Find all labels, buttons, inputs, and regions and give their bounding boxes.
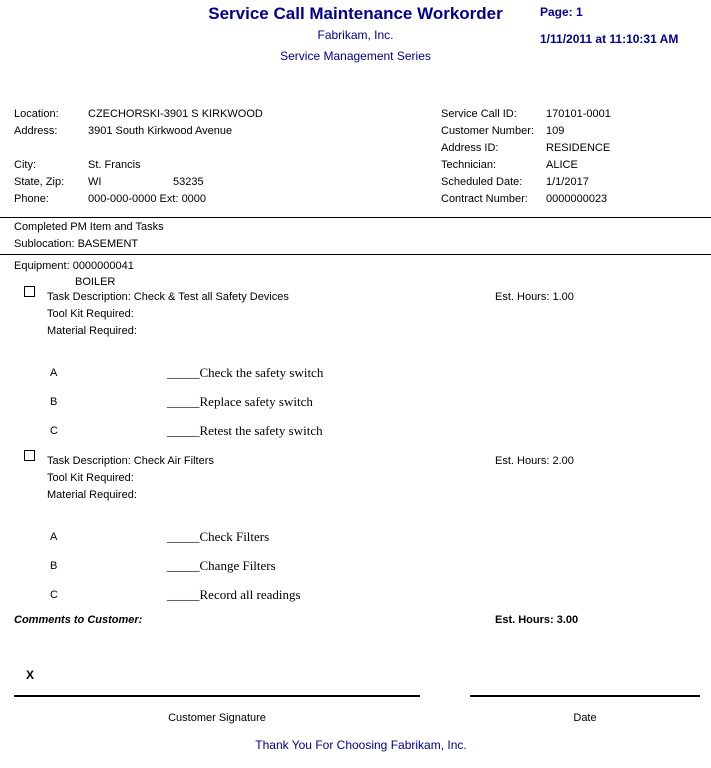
step-letter: B <box>50 396 58 408</box>
phone-row <box>14 193 434 207</box>
task-item <box>0 450 711 614</box>
technician-label: Technician: <box>441 159 497 171</box>
task-step <box>0 529 711 547</box>
step-text: _____Retest the safety switch <box>167 423 323 438</box>
technician-value: ALICE <box>546 159 578 171</box>
step-letter: A <box>50 367 58 379</box>
customer-number-row <box>441 125 711 139</box>
tool-kit-required-label: Tool Kit Required: <box>47 472 134 484</box>
comments-to-customer-label: Comments to Customer: <box>14 614 143 626</box>
customer-number-value: 109 <box>546 125 565 137</box>
task-step <box>0 558 711 576</box>
phone-value: 000-000-0000 Ext: 0000 <box>88 193 207 205</box>
state-zip-label: State, Zip: <box>14 176 65 188</box>
task-item <box>0 286 711 450</box>
report-title: Service Call Maintenance Workorder <box>208 4 503 23</box>
total-est-hours: Est. Hours: 3.00 <box>495 614 579 626</box>
step-text: _____Record all readings <box>167 587 301 602</box>
contract-number-label: Contract Number: <box>441 193 528 205</box>
zip-value: 53235 <box>173 176 204 188</box>
step-letter: A <box>50 531 58 543</box>
customer-signature-line <box>14 695 420 697</box>
city-row <box>14 159 434 173</box>
service-call-id-value: 170101-0001 <box>546 108 611 120</box>
service-call-id-row <box>441 108 711 122</box>
state-value: WI <box>88 176 102 188</box>
address-label: Address: <box>14 125 58 137</box>
scheduled-date-label: Scheduled Date: <box>441 176 523 188</box>
address-id-label: Address ID: <box>441 142 499 154</box>
equipment-name-text: BOILER <box>75 276 116 288</box>
page-number: Page: 1 <box>540 5 583 19</box>
task-description: Task Description: Check Air Filters <box>47 455 214 467</box>
task-step <box>0 394 711 412</box>
equipment-id-text: Equipment: 0000000041 <box>14 260 134 272</box>
address-id-value: RESIDENCE <box>546 142 611 154</box>
company-name: Fabrikam, Inc. <box>317 28 394 42</box>
step-text: _____Change Filters <box>167 558 276 573</box>
thank-you-message: Thank You For Choosing Fabrikam, Inc. <box>255 738 467 752</box>
service-call-id-label: Service Call ID: <box>441 108 517 120</box>
material-required-label: Material Required: <box>47 325 137 337</box>
section-divider-top <box>0 217 711 218</box>
task-description: Task Description: Check & Test all Safety Devices <box>47 291 289 303</box>
material-required-label: Material Required: <box>47 489 137 501</box>
task-checkbox <box>24 286 35 297</box>
contract-number-row <box>441 193 711 207</box>
task-est-hours: Est. Hours: 2.00 <box>495 455 574 467</box>
section-title: Completed PM Item and Tasks <box>14 221 164 233</box>
city-label: City: <box>14 159 36 171</box>
step-text: _____Check the safety switch <box>167 365 324 380</box>
scheduled-date-row <box>441 176 711 190</box>
technician-row <box>441 159 711 173</box>
step-text: _____Check Filters <box>167 529 270 544</box>
date-label: Date <box>573 712 597 724</box>
step-letter: C <box>50 589 58 601</box>
scheduled-date-value: 1/1/2017 <box>546 176 589 188</box>
state-zip-row <box>14 176 434 190</box>
location-value: CZECHORSKI-3901 S KIRKWOOD <box>88 108 263 120</box>
step-letter: B <box>50 560 58 572</box>
address-value: 3901 South Kirkwood Avenue <box>88 125 233 137</box>
task-est-hours: Est. Hours: 1.00 <box>495 291 574 303</box>
task-step <box>0 365 711 383</box>
sublocation-text: Sublocation: BASEMENT <box>14 238 139 250</box>
series-name: Service Management Series <box>280 49 431 63</box>
phone-label: Phone: <box>14 193 49 205</box>
address-id-row <box>441 142 711 156</box>
step-letter: C <box>50 425 58 437</box>
task-step <box>0 587 711 605</box>
location-row <box>14 108 434 122</box>
print-datetime: 1/11/2011 at 11:10:31 AM <box>540 32 679 46</box>
city-value: St. Francis <box>88 159 141 171</box>
customer-signature-label: Customer Signature <box>168 712 266 724</box>
task-step <box>0 423 711 441</box>
task-checkbox <box>24 450 35 461</box>
section-divider-bottom <box>0 254 711 255</box>
customer-number-label: Customer Number: <box>441 125 534 137</box>
location-label: Location: <box>14 108 59 120</box>
address-row <box>14 125 434 139</box>
date-line <box>470 695 700 697</box>
step-text: _____Replace safety switch <box>167 394 313 409</box>
tool-kit-required-label: Tool Kit Required: <box>47 308 134 320</box>
signature-x-mark: X <box>26 668 35 682</box>
contract-number-value: 0000000023 <box>546 193 608 205</box>
